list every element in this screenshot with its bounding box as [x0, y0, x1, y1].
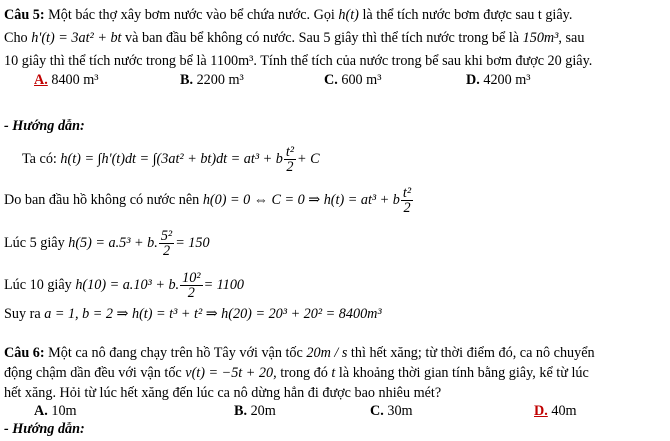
- q5-func-h: h(t): [338, 7, 359, 23]
- q5-step-1-frac-den: 2: [286, 159, 294, 175]
- q6-option-b[interactable]: [234, 402, 276, 420]
- q5-step-3-frac-num: 5²: [160, 228, 173, 244]
- q5-line-1: [4, 6, 572, 24]
- q5-step-1-label: Ta có:: [22, 150, 57, 167]
- q5-line-2: [4, 29, 584, 47]
- q5-step-2-formula: h(0) = 0 ⇔ C = 0 ⇒ h(t) = at³ + b: [202, 191, 400, 208]
- q5-option-d-text: 4200 m³: [483, 72, 531, 88]
- q6-option-a-text: 10m: [51, 403, 77, 419]
- q5-text-1-end: là thể tích nước bơm được sau t giây.: [362, 7, 573, 23]
- q5-step-4-label: Lúc 10 giây: [4, 276, 72, 293]
- q5-volume-1100: 1100m³: [210, 53, 254, 69]
- q6-option-c-text: 30m: [387, 403, 413, 419]
- q5-volume-150: 150m³: [522, 30, 559, 46]
- q6-option-d-text: 40m: [551, 403, 577, 419]
- q5-option-a-letter: A.: [34, 72, 48, 88]
- q5-text-3b: . Tính thể tích của nước trong bể sau khi bơm được 20 giây.: [253, 53, 593, 69]
- q5-step-4-formula: h(10) = a.10³ + b.: [75, 276, 180, 293]
- q5-step-4-end: = 1100: [203, 276, 245, 293]
- q5-step-4: [4, 271, 244, 300]
- q6-line-3: hết xăng. Hỏi từ lúc hết xăng đến lúc ca nô dừng hẳn đi được bao nhiêu mét?: [4, 385, 442, 401]
- q6-speed: 20m / s: [306, 345, 348, 361]
- q5-step-4-fraction: [180, 271, 202, 300]
- q6-option-c[interactable]: [370, 402, 413, 420]
- q6-option-b-letter: B.: [234, 403, 248, 419]
- q6-label: Câu 6:: [4, 345, 45, 361]
- q5-text-3a: 10 giây thì thể tích nước trong bể là: [4, 53, 207, 69]
- q5-option-d[interactable]: [466, 71, 531, 89]
- q5-derivative-formula: h'(t) = 3at² + bt: [31, 30, 122, 46]
- q6-text-1a: Một ca nô đang chạy trên hồ Tây với vận tốc: [48, 345, 303, 361]
- q6-velocity-formula: v(t) = −5t + 20: [185, 365, 274, 381]
- q5-option-d-letter: D.: [466, 72, 480, 88]
- q5-text-2a: Cho: [4, 30, 28, 46]
- q5-option-b[interactable]: [180, 71, 244, 89]
- q5-step-1-formula: h(t) = ∫h'(t)dt = ∫(3at² + bt)dt = at³ + b: [60, 150, 283, 167]
- q6-option-d-letter: D.: [534, 403, 548, 419]
- q5-step-3-frac-den: 2: [162, 243, 171, 259]
- q5-step-3-label: Lúc 5 giây: [4, 234, 65, 251]
- q5-option-c[interactable]: [324, 71, 381, 89]
- q5-step-4-frac-den: 2: [187, 285, 195, 301]
- q5-step-2-label: Do ban đầu hồ không có nước nên: [4, 191, 200, 208]
- q5-option-a[interactable]: [34, 71, 99, 89]
- q6-line-2: [4, 364, 589, 382]
- q5-step-3: [4, 229, 210, 258]
- q6-text-2b: , trong đó: [273, 365, 328, 381]
- q6-line-1: [4, 344, 595, 362]
- q5-option-c-text: 600 m³: [341, 72, 382, 88]
- q5-step-5: [4, 305, 382, 323]
- q5-step-2-frac-den: 2: [403, 200, 411, 216]
- q5-option-b-letter: B.: [180, 72, 194, 88]
- q5-guide-heading: - Hướng dẫn:: [4, 118, 85, 134]
- q5-step-3-end: = 150: [175, 234, 210, 251]
- q5-text-1: Một bác thợ xây bơm nước vào bể chứa nước. Gọi: [48, 7, 335, 23]
- q5-step-1: [22, 145, 320, 174]
- q5-line-3: [4, 52, 592, 70]
- q5-option-c-letter: C.: [324, 72, 338, 88]
- q6-guide-heading: - Hướng dẫn:: [4, 421, 85, 437]
- q6-option-d[interactable]: [534, 402, 577, 420]
- q5-label: Câu 5:: [4, 7, 45, 23]
- q5-step-1-fraction: [284, 145, 296, 174]
- q6-text-2c: là khoảng thời gian tính bằng giây, kể từ lúc: [338, 365, 589, 381]
- q5-step-2: [4, 186, 414, 215]
- q5-option-b-text: 2200 m³: [196, 72, 244, 88]
- q5-step-2-fraction: [401, 186, 413, 215]
- q5-step-1-frac-num: t²: [285, 144, 295, 160]
- q6-text-2a: động chậm dần đều với vận tốc: [4, 365, 182, 381]
- q5-step-3-formula: h(5) = a.5³ + b.: [68, 234, 158, 251]
- q6-option-b-text: 20m: [250, 403, 276, 419]
- q6-option-a[interactable]: [34, 402, 77, 420]
- q5-step-1-end: + C: [297, 150, 320, 167]
- q5-step-2-frac-num: t²: [402, 185, 412, 201]
- q5-step-5-formula: a = 1, b = 2 ⇒ h(t) = t³ + t² ⇒ h(20) = 20³ + 20² = 8400m³: [44, 306, 382, 322]
- q6-option-a-letter: A.: [34, 403, 48, 419]
- q5-step-4-frac-num: 10²: [182, 270, 201, 286]
- q6-variable-t: t: [331, 365, 336, 381]
- q5-text-2-end: , sau: [558, 30, 585, 46]
- q6-text-1b: thì hết xăng; từ thời điểm đó, ca nô chuyển: [350, 345, 595, 361]
- q5-option-a-text: 8400 m³: [51, 72, 99, 88]
- q5-step-5-label: Suy ra: [4, 306, 41, 322]
- q5-text-2b: và ban đầu bể không có nước. Sau 5 giây thì thể tích nước trong bể là: [125, 30, 520, 46]
- q5-step-3-fraction: [159, 229, 174, 258]
- q6-option-c-letter: C.: [370, 403, 384, 419]
